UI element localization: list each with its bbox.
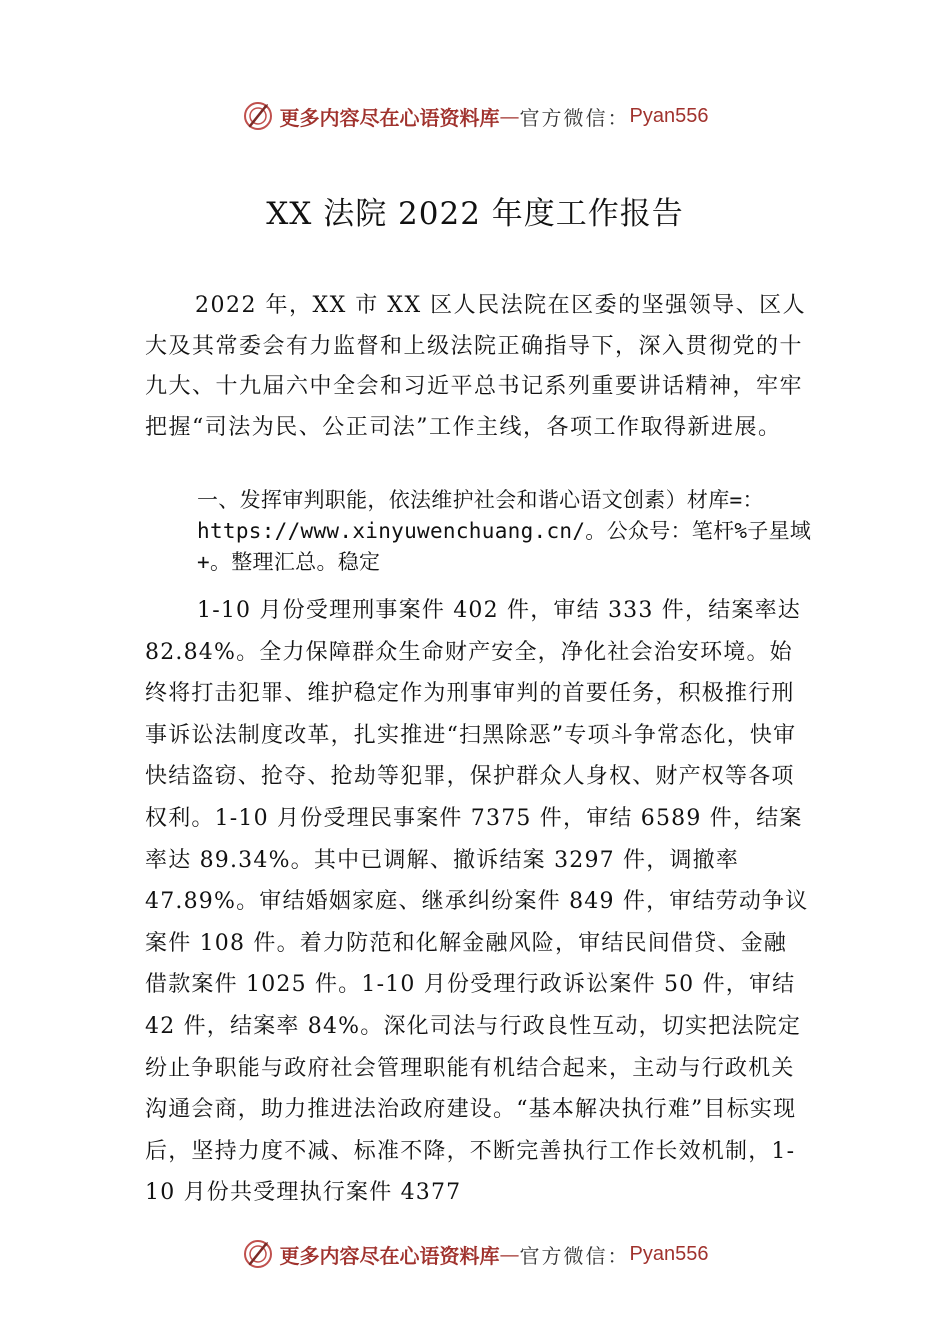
watermark-footer xyxy=(0,1234,950,1274)
watermark-label: 官方微信： xyxy=(519,1243,630,1268)
paragraph-section-heading: 一、发挥审判职能，依法维护社会和谐心语文创素）材库=：https://www.xinyuwenchuang.cn/。公众号：笔杆%子星域+。整理汇总。稳定 xyxy=(197,488,812,574)
brand-logo-icon xyxy=(242,100,274,132)
watermark-text: 更多内容尽在心语资料库 xyxy=(279,105,500,130)
brand-logo-icon xyxy=(242,1238,274,1270)
watermark-text: 更多内容尽在心语资料库 xyxy=(279,1243,500,1268)
watermark-separator: — xyxy=(499,104,520,128)
paragraph-body: 1-10 月份受理刑事案件 402 件，审结 333 件，结案率达 82.84%。全力保障群众生命财产安全，净化社会治安环境。始终将打击犯罪、维护稳定作为刑事审判的首要任务，积极推行刑事诉讼法制度改革，扎实推进“扫黑除恶”专项斗争常态化，快审快结盗窃、抢夺、抢劫等犯罪，保护群众人身权、财产权等各项权利。1-10 月份受理民事案件 7375 件，审结 6589 件，结案率达 89.34%。其中已调解、撤诉结案 3297 件，调撤率 47.89%。审结婚姻家庭、继承纠纷案件 849 件，审结劳动争议案件 108 件。着力防范和化解金融风险，审结民间借贷、金融借款案件 1025 件。1-10 月份受理行政诉讼案件 50 件，审结 42 件，结案率 84%。深化司法与行政良性互动，切实把法院定纷止争职能与政府社会管理职能有机结合起来，主动与行政机关沟通会商，助力推进法治政府建设。“基本解决执行难”目标实现后，坚持力度不减、标准不降，不断完善执行工作长效机制，1-10 月份共受理执行案件 4377 xyxy=(145,598,809,1206)
watermark-wechat-id: Pyan556 xyxy=(629,1242,709,1265)
watermark-label: 官方微信： xyxy=(519,105,630,130)
document-title: XX 法院 2022 年度工作报告 xyxy=(266,196,684,232)
paragraph-intro: 2022 年，XX 市 XX 区人民法院在区委的坚强领导、区人大及其常委会有力监督和上级法院正确指导下，深入贯彻党的十九大、十九届六中全会和习近平总书记系列重要讲话精神，牢牢把握“司法为民、公正司法”工作主线，各项工作取得新进展。 xyxy=(145,293,807,440)
watermark-separator: — xyxy=(499,1242,520,1266)
watermark-wechat-id: Pyan556 xyxy=(629,104,709,127)
watermark-header xyxy=(0,96,950,136)
